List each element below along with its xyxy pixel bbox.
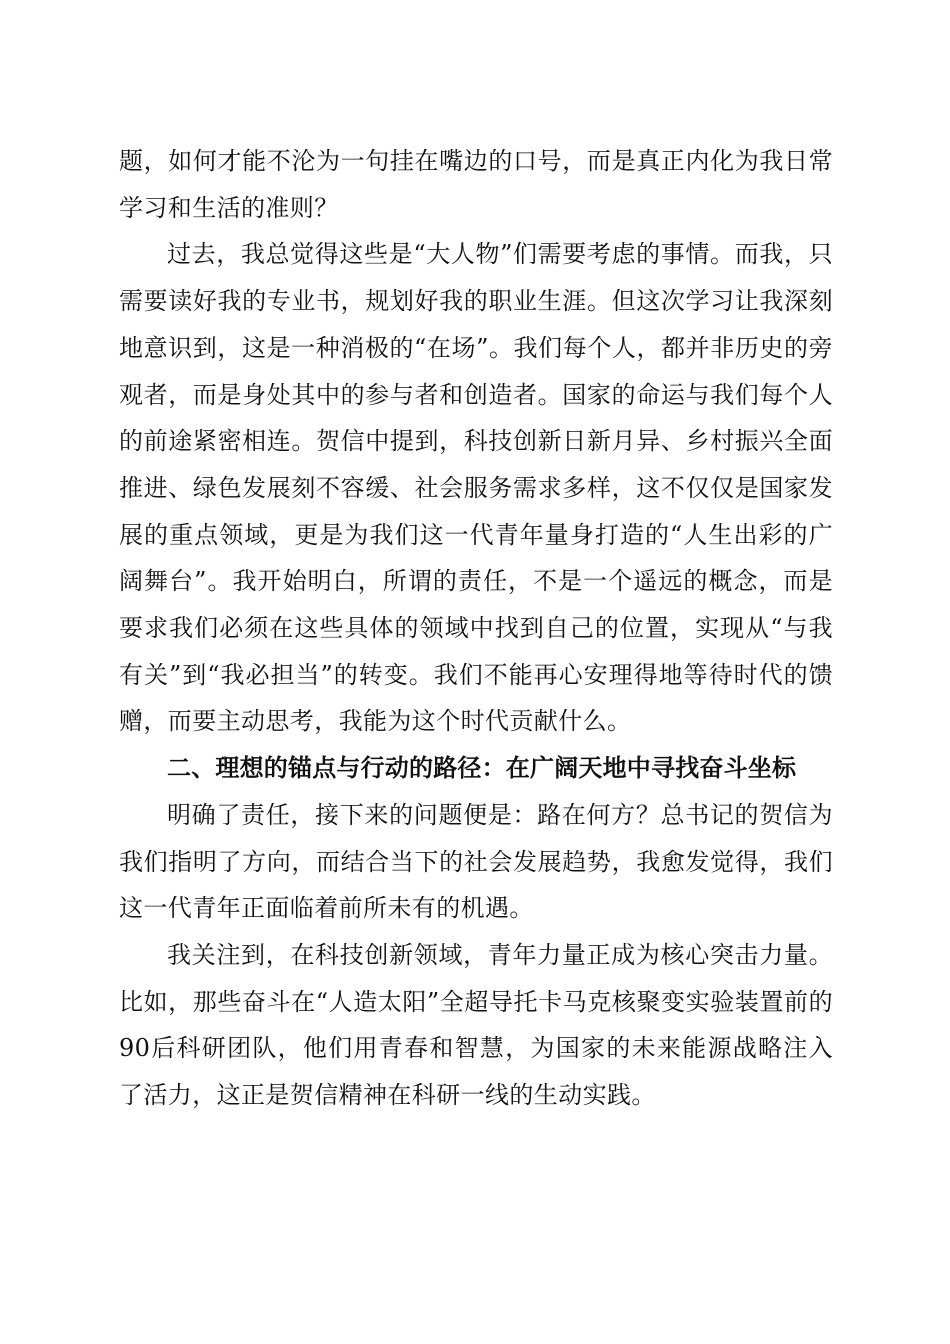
- paragraph-direction: 明确了责任，接下来的问题便是：路在何方？总书记的贺信为我们指明了方向，而结合当下的社会发展趋势，我愈发觉得，我们这一代青年正面临着前所未有的机遇。: [119, 800, 833, 923]
- paragraph-continued: 题，如何才能不沦为一句挂在嘴边的口号，而是真正内化为我日常学习和生活的准则？: [119, 147, 833, 222]
- document-page: [119, 138, 833, 1119]
- paragraph-tech-innovation: 我关注到，在科技创新领域，青年力量正成为核心突击力量。比如，那些奋斗在“人造太阳”全超导托卡马克核聚变实验装置前的90后科研团队，他们用青春和智慧，为国家的未来能源战略注入了活力，这正是贺信精神在科研一线的生动实践。: [119, 940, 833, 1110]
- section-heading-2: 二、理想的锚点与行动的路径：在广阔天地中寻找奋斗坐标: [167, 754, 797, 783]
- paragraph-past-reflection: 过去，我总觉得这些是“大人物”们需要考虑的事情。而我，只需要读好我的专业书，规划好我的职业生涯。但这次学习让我深刻地意识到，这是一种消极的“在场”。我们每个人，都并非历史的旁观者，而是身处其中的参与者和创造者。国家的命运与我们每个人的前途紧密相连。贺信中提到，科技创新日新月异、乡村振兴全面推进、绿色发展刻不容缓、社会服务需求多样，这不仅仅是国家发展的重点领域，更是为我们这一代青年量身打造的“人生出彩的广阔舞台”。我开始明白，所谓的责任，不是一个遥远的概念，而是要求我们必须在这些具体的领域中找到自己的位置，实现从“与我有关”到“我必担当”的转变。我们不能再心安理得地等待时代的馈赠，而要主动思考，我能为这个时代贡献什么。: [119, 240, 833, 736]
